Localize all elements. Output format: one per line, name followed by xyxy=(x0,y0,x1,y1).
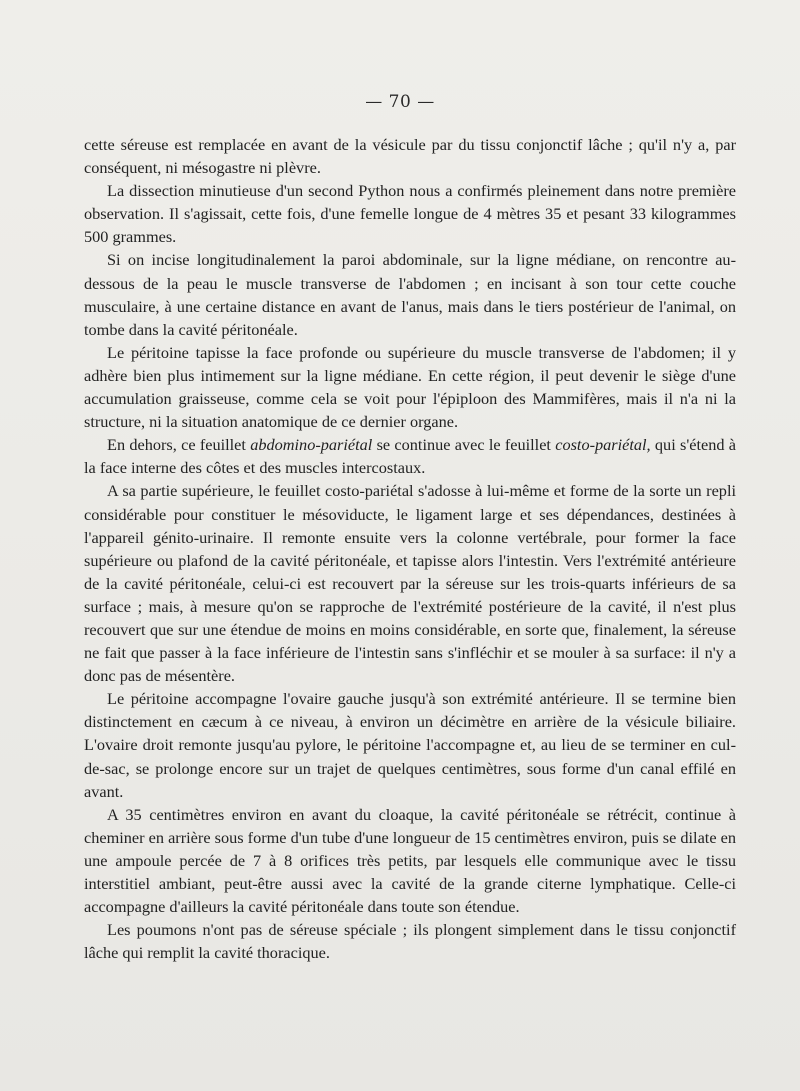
paragraph-3: Si on incise longitudinalement la paroi abdominale, sur la ligne médiane, on rencontre au-dessous de la peau le muscle transverse de l'abdomen ; en incisant à son tour cette couche musculaire, à une certaine distance en avant de l'anus, mais dans le tiers postérieur de l'animal, on tombe dans la cavité péritonéale. xyxy=(84,250,736,339)
paragraph-6: A sa partie supérieure, le feuillet costo-pariétal s'adosse à lui-même et forme de la sorte un repli considérable pour constituer le mésoviducte, le ligament large et ses dépendances, destinées à l'appareil génito-urinaire. Il remonte ensuite vers la colonne vertébrale, pour former la face supérieure ou plafond de la cavité péritonéale, et tapisse alors l'intestin. Vers l'extrémité antérieure de la cavité péritonéale, celui-ci est recouvert par la séreuse sur les trois-quarts inférieurs de sa surface ; mais, à mesure qu'on se rapproche de l'extrémité postérieure de la cavité, il n'est plus recouvert que sur une étendue de moins en moins considérable, en sorte que, finalement, la séreuse ne fait que passer à la face inférieure de l'intestin sans s'infléchir et se mouler à sa surface: il n'y a donc pas de mésentère. xyxy=(84,481,736,686)
page-number: — 70 — xyxy=(365,92,435,112)
paragraph-1: cette séreuse est remplacée en avant de la vésicule par du tissu conjonctif lâche ; qu'il n'y a, par conséquent, ni mésogastre ni plèvre. xyxy=(84,135,736,178)
paragraph-5-after: qui s'étend à la face interne des côtes et des muscles intercostaux. xyxy=(84,435,736,478)
paragraph-5-before: En dehors, ce feuillet xyxy=(107,435,251,455)
paragraph-5-middle: se continue avec le feuillet xyxy=(372,435,556,455)
paragraph-5 xyxy=(84,433,736,479)
paragraph-9: Les poumons n'ont pas de séreuse spéciale ; ils plongent simplement dans le tissu conjonctif lâche qui remplit la cavité thoracique. xyxy=(84,920,736,963)
paragraph-7: Le péritoine accompagne l'ovaire gauche jusqu'à son extrémité antérieure. Il se termine bien distinctement en cæcum à ce niveau, à environ un décimètre en arrière de la vésicule biliaire. L'ovaire droit remonte jusqu'au pylore, le péritoine l'accompagne et, au lieu de se terminer en cul-de-sac, se prolonge encore sur un trajet de quelques centimètres, sous forme d'un canal effilé en avant. xyxy=(84,689,736,801)
body-text xyxy=(84,133,736,964)
paragraph-5-italic-costo-parietal: costo-pariétal, xyxy=(555,435,651,455)
paragraph-2: La dissection minutieuse d'un second Python nous a confirmés pleinement dans notre première observation. Il s'agissait, cette fois, d'une femelle longue de 4 mètres 35 et pesant 33 kilogrammes 500 grammes. xyxy=(84,181,736,247)
paragraph-5-italic-abdomino-parietal: abdomino-pariétal xyxy=(250,435,373,455)
paragraph-8: A 35 centimètres environ en avant du cloaque, la cavité péritonéale se rétrécit, continue à cheminer en arrière sous forme d'un tube d'une longueur de 15 centimètres environ, puis se dilate en une ampoule percée de 7 à 8 orifices très petits, par lesquels elle communique avec le tissu interstitiel ambiant, peut-être aussi avec la cavité de la grande citerne lymphatique. Celle-ci accompagne d'ailleurs la cavité péritonéale dans toute son étendue. xyxy=(84,804,736,917)
paragraph-4: Le péritoine tapisse la face profonde ou supérieure du muscle transverse de l'abdomen; il y adhère bien plus intimement sur la ligne médiane. En cette région, il peut devenir le siège d'une accumulation graisseuse, comme cela se voit pour l'épiploon des Mammifères, mais il n'a ni la structure, ni la situation anatomique de ce dernier organe. xyxy=(84,342,736,432)
